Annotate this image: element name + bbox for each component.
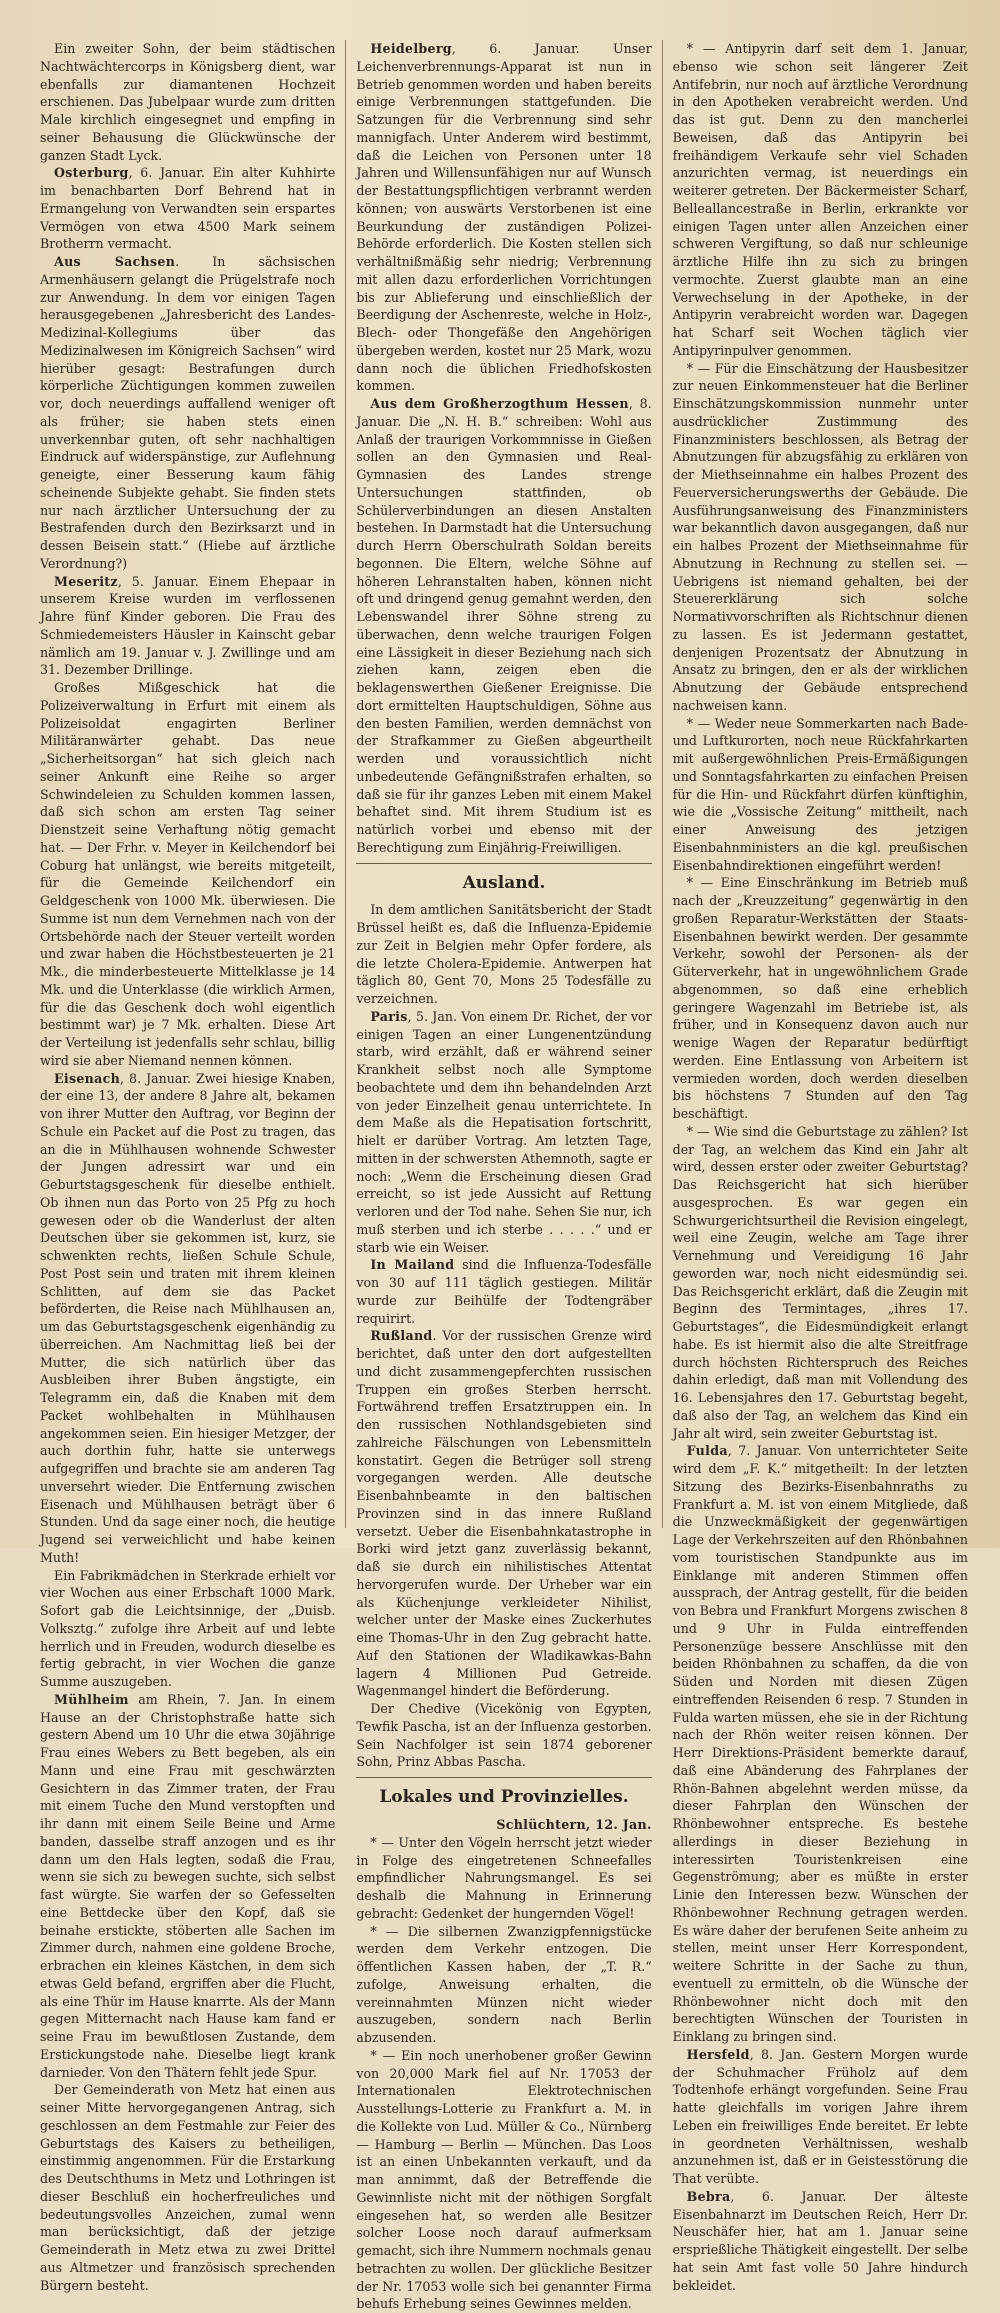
article-text: * — Die silbernen Zwanzigpfennigstücke werden dem Verkehr entzogen. Die öffentlichen Kassen haben, der „T. R.“ zufolge, Anweisung erhalten, die vereinnahmten Münzen nicht wieder auszugeben, sondern nach Berlin abzusenden.	[356, 1923, 652, 2046]
column-right	[662, 40, 978, 2293]
article-paragraph	[40, 1070, 335, 1567]
article-headline: Mühlheim	[54, 1691, 129, 1707]
article-text: . In sächsischen Armenhäusern gelangt die Prügelstrafe noch zur Anwendung. In dem vor einigen Tagen herausgegebenen „Jahresbericht des Landes-Medizinal-Kollegiums über das Medizinalwesen im Königreich Sachsen“ wird hierüber gesagt: Bestrafungen durch körperliche Züchtigungen kommen zuweilen vor, doch neuerdings auffallend weniger oft als früher; sie haben stets einen unverkennbar guten, oft sehr nachhaltigen Eindruck auf widerspänstige, zur Auflehnung geneigte, einer Besserung kaum fähig scheinende Subjekte gehabt. Sie finden stets nur nach ärztlicher Untersuchung der zu Bestrafenden durch den Bezirksarzt und in dessen Beisein statt.“ (Hiebe auf ärztliche Verordnung?)	[40, 254, 336, 571]
article-headline: Heidelberg	[370, 41, 452, 56]
article-text: * — Ein noch unerhobener großer Gewinn von 20,000 Mark fiel auf Nr. 17053 der Internationalen Elektrotechnischen Ausstellungs-Lotterie zu Frankfurt a. M. in die Kollekte von Lud. Müller & Co., Nürnberg — Hamburg — Berlin — München. Das Loos ist an einen Unbekannten verkauft, und da man annimmt, daß der Betreffende die Gewinnliste nicht mit der nöthigen Sorgfalt eingesehen hat, so werden alle Besitzer solcher Loose noch darauf aufmerksam gemacht, sich ihre Nummern nochmals genau betrachten zu wollen. Der glückliche Besitzer der Nr. 17053 wolle sich bei genannter Firma behufs Erhebung seines Gewinnes melden.	[356, 2047, 652, 2312]
article-paragraph	[40, 1567, 335, 1691]
article-headline: Fulda	[686, 1443, 728, 1459]
article-text: , 6. Januar. Der älteste Eisenbahnarzt im Deutschen Reich, Herr Dr. Neuschäfer hier, hat am 1. Januar seine ersprießliche Thätigkeit eingestellt. Der selbe hat sein Amt fast volle 50 Jahre hindurch bekleidet.	[672, 2188, 968, 2293]
article-paragraph	[673, 1123, 968, 1443]
article-text: , 8. Januar. Zwei hiesige Knaben, der eine 13, der andere 8 Jahre alt, bekamen von ihrer Mutter den Auftrag, vor Beginn der Schule ein Packet auf die Post zu tragen, das an die in Mühlhausen wohnende Schwester der Jungen adressirt war und ein Geburtstagsgeschenk für dieselbe enthielt. Ob ihnen nun das Porto von 25 Pfg zu hoch gewesen oder ob die Wanderlust der alten Deutschen über sie gekommen ist, kurz, sie schwenkten rechts, ließen Schule Schule, Post Post sein und traten mit ihrem kleinen Schlitten, auf dem sie das Packet beförderten, die Reise nach Mühlhausen an, um das Geburtstagsgeschenk eigenhändig zu überreichen. Am Nachmittag ließ bei der Mutter, die sich natürlich über das Ausbleiben ihrer Buben ängstigte, ein Telegramm ein, daß die Knaben mit dem Packet wohlbehalten in Mühlhausen angekommen seien. Ein hiesiger Metzger, der auch dorthin fuhr, hatte sie unterwegs aufgegriffen und brachte sie am anderen Tag unversehrt wieder. Die Entfernung zwischen Eisenach und Mühlhausen beträgt über 6 Stunden. Und da sage einer noch, die heutige Jugend sei verweichlicht und habe keinen Muth!	[40, 1070, 336, 1565]
article-text: Großes Mißgeschick hat die Polizeiverwaltung in Erfurt mit einem als Polizeisoldat engagirten Berliner Militäranwärter gehabt. Das neue „Sicherheitsorgan“ hat sich gleich nach seiner Ankunft eine Reihe so arger Schwindeleien zu Schulden kommen lassen, daß sich schon am ersten Tag seiner Dienstzeit seine Verhaftung nötig gemacht hat. — Der Frhr. v. Meyer in Keilchendorf bei Coburg hat unlängst, wie bereits mitgeteilt, für die Gemeinde Keilchendorf ein Geldgeschenk von 1000 Mk. überwiesen. Die Summe ist nun dem Vernehmen nach von der Ortsbehörde nach der Steuer verteilt worden und zwar haben die Höchstbesteuerten je 21 Mk., die minderbesteuerte Mittelklasse je 14 Mk. und die Unterklasse (die wirklich Armen, für die das Geschenk doch wohl eigentlich bestimmt war) je 7 Mk. erhalten. Diese Art der Verteilung ist jedenfalls sehr schlau, billig wird sie aber Niemand nennen können.	[40, 680, 336, 1068]
article-text: , 8. Januar. Die „N. H. B.“ schreiben: Wohl aus Anlaß der traurigen Vorkommnisse in Gießen sollen an den Gymnasien und Real-Gymnasien des Landes strenge Untersuchungen stattfinden, ob Schülerverbindungen an diesen Anstalten bestehen. In Darmstadt hat die Untersuchung durch Herrn Oberschulrath Soldan bereits begonnen. Die Eltern, welche Söhne auf höheren Lehranstalten haben, können nicht oft und dringend genug gemahnt werden, den Lebenswandel ihrer Söhne streng zu überwachen, denn welche traurigen Folgen eine Lässigkeit in dieser Beziehung nach sich ziehen kann, zeigen eben die beklagenswerthen Gießener Ereignisse. Die dort ermittelten Hauptschuldigen, Söhne aus den besten Familien, werden demnächst von der Strafkammer zu Gießen abgeurtheilt werden und voraussichtlich nicht unbedeutende Gefängnißstrafen erhalten, so daß sie für ihr ganzes Leben mit einem Makel behaftet sind. Mit ihrem Studium ist es natürlich vorbei und ebenso mit der Berechtigung zum Einjährig-Freiwilligen.	[356, 396, 652, 855]
section-heading: Lokales und Provinzielles.	[379, 1787, 629, 1808]
article-headline: Paris	[370, 1008, 408, 1024]
article-headline: In Mailand	[370, 1257, 455, 1273]
article-paragraph	[356, 1834, 651, 1923]
article-paragraph	[356, 1327, 651, 1700]
article-headline: Hersfeld	[686, 2046, 750, 2062]
section-rule	[356, 1777, 651, 1778]
columns	[30, 40, 978, 2312]
article-paragraph	[356, 1700, 651, 1771]
article-paragraph	[356, 40, 651, 395]
article-paragraph	[40, 573, 335, 680]
article-text: Der Chedive (Vicekönig von Egypten, Tewfik Pascha, ist an der Influenza gestorben. Sein Nachfolger ist sein 1874 geborener Sohn, Prinz Abbas Pascha.	[356, 1701, 652, 1770]
article-headline: Eisenach	[54, 1070, 121, 1086]
article-text: , 6. Januar. Ein alter Kuhhirte im benachbarten Dorf Behrend hat in Ermangelung von Verwandten sein erspartes Vermögen von etwa 4500 Mark seinem Brotherrn vermacht.	[40, 165, 336, 252]
article-paragraph	[356, 395, 651, 857]
article-paragraph	[673, 1442, 968, 2046]
article-paragraph	[40, 253, 335, 573]
article-text: Ein Fabrikmädchen in Sterkrade erhielt vor vier Wochen aus einer Erbschaft 1000 Mark. Sofort gab die Leichtsinnige, der „Duisb. Volksztg.“ zufolge ihre Arbeit auf und lebte herrlich und in Freuden, wodurch dieselbe es fertig gebracht, in vier Wochen die ganze Summe auszugeben.	[40, 1567, 336, 1689]
article-paragraph	[40, 1691, 335, 2082]
article-text: sind die Influenza-Todesfälle von 30 auf 111 täglich gestiegen. Militär wurde zur Beihülfe der Todtengräber requirirt.	[356, 1257, 652, 1326]
article-paragraph	[40, 2081, 335, 2294]
article-paragraph	[673, 715, 968, 875]
article-text: * — Für die Einschätzung der Hausbesitzer zur neuen Einkommensteuer hat die Berliner Einschätzungskommission nunmehr unter ausdrücklicher Zustimmung des Finanzministers beschlossen, als Betrag der Abnutzungen für abzugsfähig zu erklären von der Miethseinnahme ein halbes Prozent des Feuerversicherungswerths der Gebäude. Die Ausführungsanweisung des Finanzministers war bekanntlich davon ausgegangen, daß nur ein halbes Prozent der Miethseinnahme für Abnutzung in Rechnung zu stellen sei. — Uebrigens ist niemand gehalten, bei der Steuererklärung sich solche Normativvorschriften als Richtschnur dienen zu lassen. Es ist Jedermann gestattet, denjenigen Prozentsatz der Abnutzung in Ansatz zu bringen, den er als der wirklichen Abnutzung der Gebäude entsprechend nachweisen kann.	[672, 360, 968, 713]
article-text: * — Wie sind die Geburtstage zu zählen? Ist der Tag, an welchem das Kind ein Jahr alt wird, dessen erster oder zweiter Geburtstag? Das Reichsgericht hat sich hierüber ausgesprochen. Es war gegen ein Schwurgerichtsurtheil die Revision eingelegt, weil eine Zeugin, welche am Tage ihrer Vernehmung und Vereidigung 16 Jahr geworden war, noch nicht eidesmündig sei. Das Reichsgericht erklärt, daß die Zeugin mit Beginn des Termintages, „ihres 17. Geburtstages“, die Eidesmündigkeit erlangt habe. Es ist hiermit also die alte Streitfrage durch höchsten Richterspruch des Reiches dahin erledigt, daß man mit Vollendung des 16. Lebensjahres den 17. Geburtstag begeht, daß also der Tag, an welchem das Kind ein Jahr alt wird, sein zweiter Geburtstag ist.	[672, 1123, 968, 1441]
article-headline: Rußland	[370, 1328, 433, 1344]
article-text: am Rhein, 7. Jan. In einem Hause an der Christophstraße hatte sich gestern Abend um 10 Uhr die etwa 30jährige Frau eines Webers zu Bett begeben, als ein Mann und eine Frau mit geschwärzten Gesichtern in das Zimmer traten, der Frau mit einem Tuche den Mund verstopften und ihr dann mit einem Seile Beine und Arme banden, dasselbe straff anzogen und es ihr dann um den Hals legten, sodaß die Frau, wenn sie sich zu bewegen suchte, sich selbst fast würgte. Sie warfen der so Gefesselten eine Bettdecke über den Kopf, daß sie beinahe erstickte, stöberten alle Sachen im Zimmer durch, nahmen eine goldene Broche, erbrachen ein kleines Kästchen, in dem sich etwas Geld befand, ergriffen aber die Flucht, als eine Thür im Hause knarrte. Als der Mann gegen Mitternacht nach Hause kam fand er seine Frau im bewußtlosen Zustande, dem Erstickungstode nahe. Dieselbe liegt krank darnieder. Von den Thätern fehlt jede Spur.	[40, 1691, 336, 2080]
article-paragraph	[40, 164, 335, 253]
article-text: , 7. Januar. Von unterrichteter Seite wird dem „F. K.“ mitgetheilt: In der letzten Sitzung des Bezirks-Eisenbahnraths zu Frankfurt a. M. ist von einem Mitgliede, daß die Unzweckmäßigkeit der gegenwärtigen Lage der Verkehrszeiten auf den Rhönbahnen vom touristischen Standpunkte aus im Einklange mit anderen Stimmen offen aussprach, der Antrag gestellt, für die beiden von Bebra und Frankfurt Morgens zwischen 8 und 9 Uhr in Fulda eintreffenden Personenzüge bessere Anschlüsse mit den beiden Rhönbahnen zu schaffen, da die von Süden und Norden mit diesen Zügen eintreffenden Reisenden 6 resp. 7 Stunden in Fulda warten müssen, ehe sie in der Richtung nach der Rhön weiter reisen können. Der Herr Direktions-Präsident bemerkte darauf, daß eine Abänderung des Fahrplanes der Rhön-Bahnen abgelehnt werden müsse, da dieser Fahrplan den Wünschen der Rhönbewohner entspreche. Es bestehe allerdings in dieser Beziehung in interessirten Touristenkreisen eine Gegenströmung; aber es müßte in erster Linie den Interessen bezw. Wünschen der Rhönbewohner Rechnung getragen werden. Es wäre daher der berufenen Seite anheim zu stellen, meint unser Herr Korrespondent, weitere Schritte in der Sache zu thun, eventuell zu ermitteln, ob die Wünsche der Rhönbewohner nicht doch mit den berechtigten Wünschen der Touristen in Einklang zu bringen sind.	[672, 1443, 968, 2044]
article-paragraph	[673, 2188, 968, 2295]
article-text: , 5. Januar. Einem Ehepaar in unserem Kreise wurden im verflossenen Jahre fünf Kinder geboren. Die Frau des Schmiedemeisters Häusler in Kainscht gebar nämlich am 19. Januar v. J. Zwillinge und am 31. Dezember Drillinge.	[40, 573, 336, 678]
article-text: , 8. Jan. Gestern Morgen wurde der Schuhmacher Früholz auf dem Todtenhofe erhängt vorgefunden. Seine Frau hatte gleichfalls im vorigen Jahre ihrem Leben ein freiwilliges Ende bereitet. Er lebte in geordneten Verhältnissen, weshalb anzunehmen ist, daß er in Geistesstörung die That verübte.	[672, 2046, 968, 2186]
article-headline: Bebra	[686, 2188, 731, 2204]
article-paragraph	[356, 1256, 651, 1327]
article-headline: Meseritz	[54, 573, 118, 589]
article-paragraph	[356, 1923, 651, 2047]
article-paragraph	[356, 901, 651, 1008]
article-text: * — Unter den Vögeln herrscht jetzt wieder in Folge des eingetretenen Schneefalles empfindlicher Nahrungsmangel. Es sei deshalb die Mahnung in Erinnerung gebracht: Gedenket der hungernden Vögel!	[356, 1834, 652, 1921]
article-paragraph	[40, 679, 335, 1070]
article-text: . Vor der russischen Grenze wird berichtet, daß unter den dort aufgestellten und dicht zusammengepferchten russischen Truppen ein großes Sterben herrscht. Fortwährend treffen Ersatztruppen ein. In den russischen Nothlandsgebieten sind zahlreiche Fälschungen von Lebensmitteln konstatirt. Gegen die Betrüger soll streng vorgegangen werden. Alle deutsche Eisenbahnbeamte in den baltischen Provinzen sind in das innere Rußland versetzt. Ueber die Eisenbahnkatastrophe in Borki wird jetzt ganz zuverlässig bekannt, daß sie durch ein nihilistisches Attentat hervorgerufen wurde. Der Urheber war ein als Küchenjunge verkleideter Nihilist, welcher unter der Maske eines Zuckerhutes eine Thomas-Uhr in den Zug gebracht hatte. Auf den Stationen der Wladikawkas-Bahn lagern 4 Millionen Pud Getreide. Wagenmangel hindert die Beförderung.	[356, 1328, 652, 1699]
article-paragraph	[356, 1008, 651, 1257]
dateline: Schlüchtern, 12. Jan.	[496, 1817, 652, 1833]
article-text: Der Gemeinderath von Metz hat einen aus seiner Mitte hervorgegangenen Antrag, sich geschlossen an dem Festmahle zur Feier des Geburtstags des Kaisers zu betheiligen, einstimmig angenommen. Für die Erstarkung des Deutschthums in Metz und Lothringen ist dieser Beschluß ein hocherfreuliches und bedeutungsvolles Anzeichen, zumal wenn man berücksichtigt, daß der jetzige Gemeinderath in Metz etwa zu zwei Drittel aus Altmetzer und französisch sprechenden Bürgern besteht.	[40, 2082, 336, 2293]
article-headline: Aus dem Großherzogthum Hessen	[370, 396, 629, 411]
article-headline: Osterburg	[54, 165, 129, 181]
article-paragraph	[673, 2046, 968, 2188]
article-paragraph	[356, 2047, 651, 2313]
column-left	[30, 40, 345, 2293]
article-text: , 5. Jan. Von einem Dr. Richet, der vor einigen Tagen an einer Lungenentzündung starb, wird erzählt, daß er während seiner Krankheit selbst noch alle Symptome beobachtete und dem ihn behandelnden Arzt von jeder Einzelheit genau unterrichtete. In dem Maße als die Hepatisation fortschritt, hielt er darüber Vortrag. Am letzten Tage, mitten in der schwersten Athemnoth, sagte er noch: „Wenn die Erscheinung diesen Grad erreicht, so ist jede Aussicht auf Rettung verloren und der Tod nahe. Sehen Sie nur, ich muß sterben und ich sterbe . . . . .“ und er starb wie ein Weiser.	[356, 1008, 652, 1255]
article-headline: Aus Sachsen	[54, 254, 176, 269]
article-paragraph	[40, 40, 335, 164]
article-text: In dem amtlichen Sanitätsbericht der Stadt Brüssel heißt es, daß die Influenza-Epidemie zur Zeit in Belgien mehr Opfer fordere, als die letzte Cholera-Epidemie. Antwerpen hat täglich 80, Gent 70, Mons 25 Todesfälle zu verzeichnen.	[356, 902, 652, 1007]
article-text: Ein zweiter Sohn, der beim städtischen Nachtwächtercorps in Königsberg dient, war ebenfalls zur diamantenen Hochzeit erschienen. Das Jubelpaar wurde zum dritten Male kirchlich eingesegnet und empfing in seiner Behausung die Glückwünsche der ganzen Stadt Lyck.	[40, 41, 336, 163]
section-heading: Ausland.	[462, 872, 546, 893]
column-middle	[345, 40, 661, 2312]
article-text: * — Antipyrin darf seit dem 1. Januar, ebenso wie schon seit längerer Zeit Antifebrin, nur noch auf ärztliche Verordnung in den Apotheken verabreicht werden. Und das ist gut. Denn zu den mancherlei Beweisen, daß das Antipyrin bei freihändigem Verkaufe sehr viel Schaden anzurichten vermag, ist neuerdings ein weiterer getreten. Der Bäckermeister Scharf, Belleallancestraße in Berlin, erkrankte vor einigen Tagen unter allen Anzeichen einer schweren Vergiftung, so daß nur schleunige ärztliche Hilfe ihn zu sich zu bringen vermochte. Zuerst glaubte man an eine Verwechselung in der Apotheke, in der Antipyrin verabreicht worden war. Dagegen hat Scharf seit Wochen täglich vier Antipyrinpulver genommen.	[672, 41, 968, 358]
section-rule	[356, 863, 651, 864]
article-paragraph	[673, 40, 968, 360]
article-text: * — Eine Einschränkung im Betrieb muß nach der „Kreuzzeitung“ gegenwärtig in den großen Reparatur-Werkstätten der Staats-Eisenbahnen bewirkt werden. Der gesammte Verkehr, sowohl der Personen- als der Güterverkehr, hat in ungewöhnlichem Grade abgenommen, so daß eine erheblich geringere Wagenzahl im Betriebe ist, als früher, und in Konsequenz davon auch nur wenige Wagen der Reparatur bedürftigt werden. Eine Entlassung von Arbeitern ist vermieden worden, doch werden dieselben bis höchstens 7 Stunden auf den Tag beschäftigt.	[672, 875, 968, 1121]
article-text: * — Weder neue Sommerkarten nach Bade- und Luftkurorten, noch neue Rückfahrkarten mit außergewöhnlichen Preis-Ermäßigungen und Sonntagsfahrkarten zu einfachen Preisen für die Hin- und Rückfahrt dürfen künftighin, wie die „Vossische Zeitung“ mittheilt, nach einer Anweisung des jetzigen Eisenbahnministers an die kgl. preußischen Eisenbahndirektionen eingeführt werden!	[672, 715, 968, 873]
article-text: , 6. Januar. Unser Leichenverbrennungs-Apparat ist nun in Betrieb genommen worden und haben bereits einige Verbrennungen stattgefunden. Die Satzungen für die Verbrennung sind sehr mannigfach. Unter Anderem wird bestimmt, daß die Leichen von Personen unter 18 Jahren und Willensunfähigen nur auf Wunsch der Bestattungspflichtigen verbrannt werden können; von auswärts Verstorbenen ist eine Beurkundung der zuständigen Polizei-Behörde erforderlich. Die Kosten stellen sich verhältnißmäßig sehr niedrig; Verbrennung mit allen dazu erforderlichen Vorrichtungen bis zur Ablieferung und einschließlich der Beerdigung der Aschenreste, welche in Holz-, Blech- oder Thongefäße den Angehörigen übergeben werden, kostet nur 25 Mark, wozu dann noch die üblichen Friedhofskosten kommen.	[356, 41, 652, 394]
article-paragraph	[673, 360, 968, 715]
article-paragraph	[673, 874, 968, 1123]
